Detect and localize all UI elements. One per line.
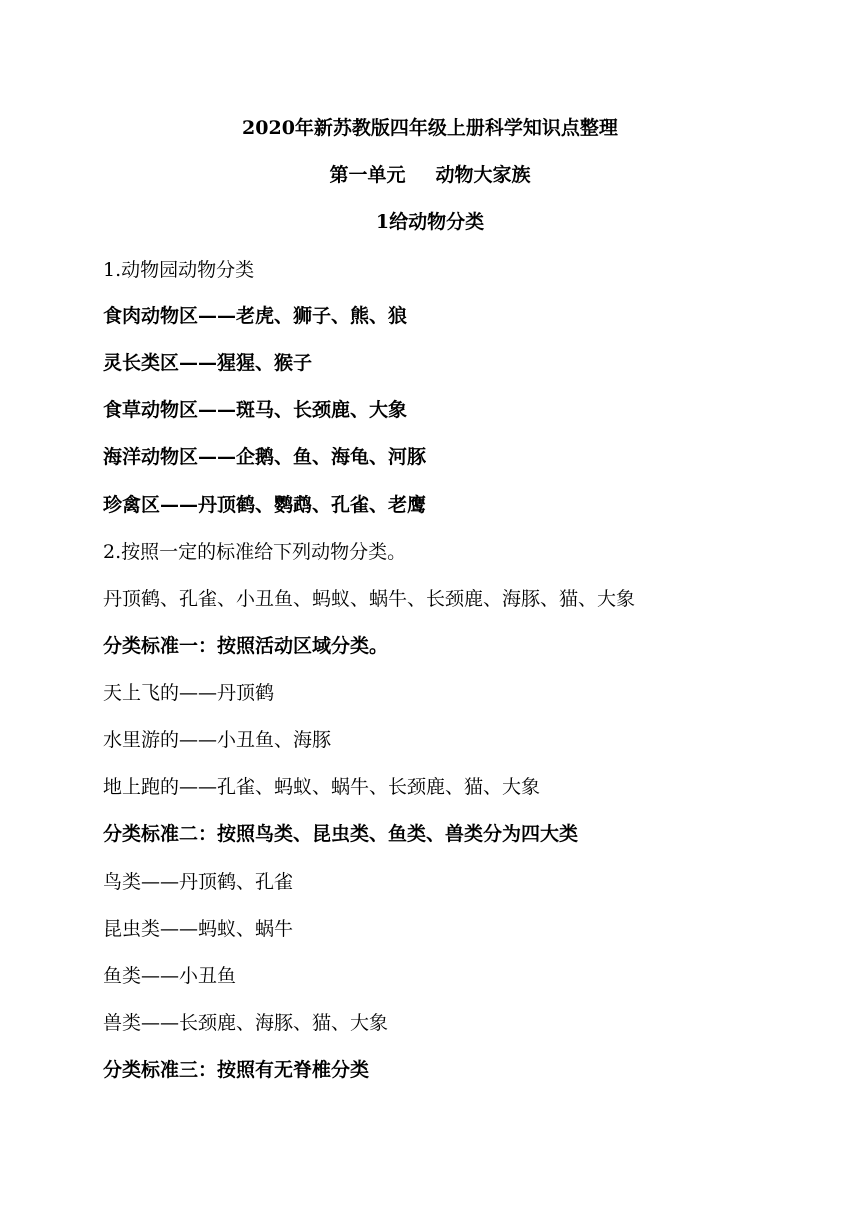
zoo-area-marine: 海洋动物区——企鹅、鱼、海龟、河豚 [103, 446, 427, 468]
animal-list: 丹顶鹤、孔雀、小丑鱼、蚂蚁、蜗牛、长颈鹿、海豚、猫、大象 [103, 588, 636, 610]
criterion-one-water: 水里游的——小丑鱼、海豚 [103, 729, 332, 751]
zoo-area-herbivore: 食草动物区——斑马、长颈鹿、大象 [103, 399, 408, 421]
section-heading-zoo: 1.动物园动物分类 [103, 259, 255, 281]
criterion-two-fish: 鱼类——小丑鱼 [103, 965, 237, 987]
lesson-title: 1给动物分类 [375, 211, 485, 233]
unit-name: 动物大家族 [435, 164, 531, 186]
section-heading-classify: 2.按照一定的标准给下列动物分类。 [103, 541, 407, 563]
criterion-three-heading: 分类标准三：按照有无脊椎分类 [103, 1059, 370, 1081]
lesson-heading [0, 210, 860, 234]
criterion-two-insects: 昆虫类——蚂蚁、蜗牛 [103, 918, 294, 940]
criterion-two-beasts: 兽类——长颈鹿、海豚、猫、大象 [103, 1012, 389, 1034]
zoo-area-rare-birds: 珍禽区——丹顶鹤、鹦鹉、孔雀、老鹰 [103, 494, 427, 516]
unit-heading [0, 163, 860, 187]
document-title [0, 116, 860, 140]
document-title-text: 2020年新苏教版四年级上册科学知识点整理 [242, 117, 618, 139]
criterion-one-land: 地上跑的——孔雀、蚂蚁、蜗牛、长颈鹿、猫、大象 [103, 776, 541, 798]
unit-label: 第一单元 [329, 164, 406, 186]
zoo-area-primate: 灵长类区——猩猩、猴子 [103, 352, 313, 374]
criterion-one-sky: 天上飞的——丹顶鹤 [103, 682, 275, 704]
criterion-two-birds: 鸟类——丹顶鹤、孔雀 [103, 871, 294, 893]
zoo-area-carnivore: 食肉动物区——老虎、狮子、熊、狼 [103, 305, 408, 327]
criterion-two-heading: 分类标准二：按照鸟类、昆虫类、鱼类、兽类分为四大类 [103, 823, 579, 845]
criterion-one-heading: 分类标准一：按照活动区域分类。 [103, 635, 389, 657]
